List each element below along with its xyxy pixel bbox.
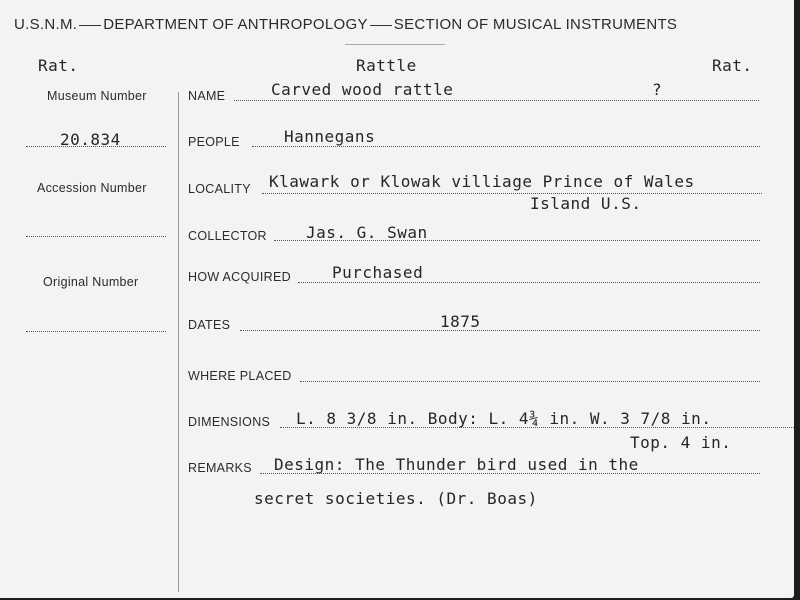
dates-label: DATES	[188, 318, 231, 332]
museum-number-label: Museum Number	[47, 89, 147, 103]
accession-number-label: Accession Number	[37, 181, 147, 195]
collector-value: Jas. G. Swan	[306, 223, 428, 242]
department-label: DEPARTMENT OF ANTHROPOLOGY	[103, 16, 368, 33]
name-line	[234, 100, 759, 101]
remarks-line	[260, 473, 760, 474]
locality-line-2: Island U.S.	[530, 194, 642, 213]
where-placed-line	[300, 381, 760, 382]
collector-label: COLLECTOR	[188, 229, 267, 243]
dimensions-line-1: L. 8 3/8 in. Body: L. 4¾ in. W. 3 7/8 in.	[296, 409, 712, 428]
how-acquired-value: Purchased	[332, 263, 424, 282]
column-divider	[178, 92, 179, 592]
museum-number-line	[26, 146, 166, 147]
remarks-line-2: secret societies. (Dr. Boas)	[254, 489, 538, 508]
name-label: NAME	[188, 89, 226, 103]
where-placed-label: WHERE PLACED	[188, 369, 292, 383]
header-dash	[79, 25, 101, 26]
original-number-label: Original Number	[43, 275, 139, 289]
people-line	[252, 146, 760, 147]
dates-value: 1875	[440, 312, 481, 331]
locality-label: LOCALITY	[188, 182, 251, 196]
dimensions-line	[280, 427, 794, 428]
header-rule	[345, 44, 445, 45]
object-type: Rattle	[356, 56, 417, 75]
collector-line	[274, 240, 760, 241]
section-label: SECTION OF MUSICAL INSTRUMENTS	[393, 16, 678, 33]
name-value: Carved wood rattle	[271, 80, 454, 99]
locality-line-1: Klawark or Klowak villiage Prince of Wales	[269, 172, 695, 191]
dates-line	[240, 330, 760, 331]
right-code: Rat.	[712, 56, 753, 75]
remarks-line-1: Design: The Thunder bird used in the	[274, 455, 639, 474]
locality-line	[262, 193, 762, 194]
how-acquired-line	[298, 282, 760, 283]
how-acquired-label: HOW ACQUIRED	[188, 270, 291, 284]
left-code: Rat.	[38, 56, 79, 75]
dimensions-line-2: Top. 4 in.	[630, 433, 732, 452]
museum-number-value: 20.834	[60, 130, 121, 149]
usnm-label: U.S.N.M.	[14, 16, 78, 33]
remarks-label: REMARKS	[188, 461, 252, 475]
dimensions-label: DIMENSIONS	[188, 415, 271, 429]
name-note: ?	[652, 80, 663, 99]
card-header	[14, 16, 677, 33]
accession-number-line	[26, 236, 166, 237]
header-dash	[370, 25, 392, 26]
people-value: Hannegans	[284, 127, 376, 146]
original-number-line	[26, 331, 166, 332]
people-label: PEOPLE	[188, 135, 240, 149]
